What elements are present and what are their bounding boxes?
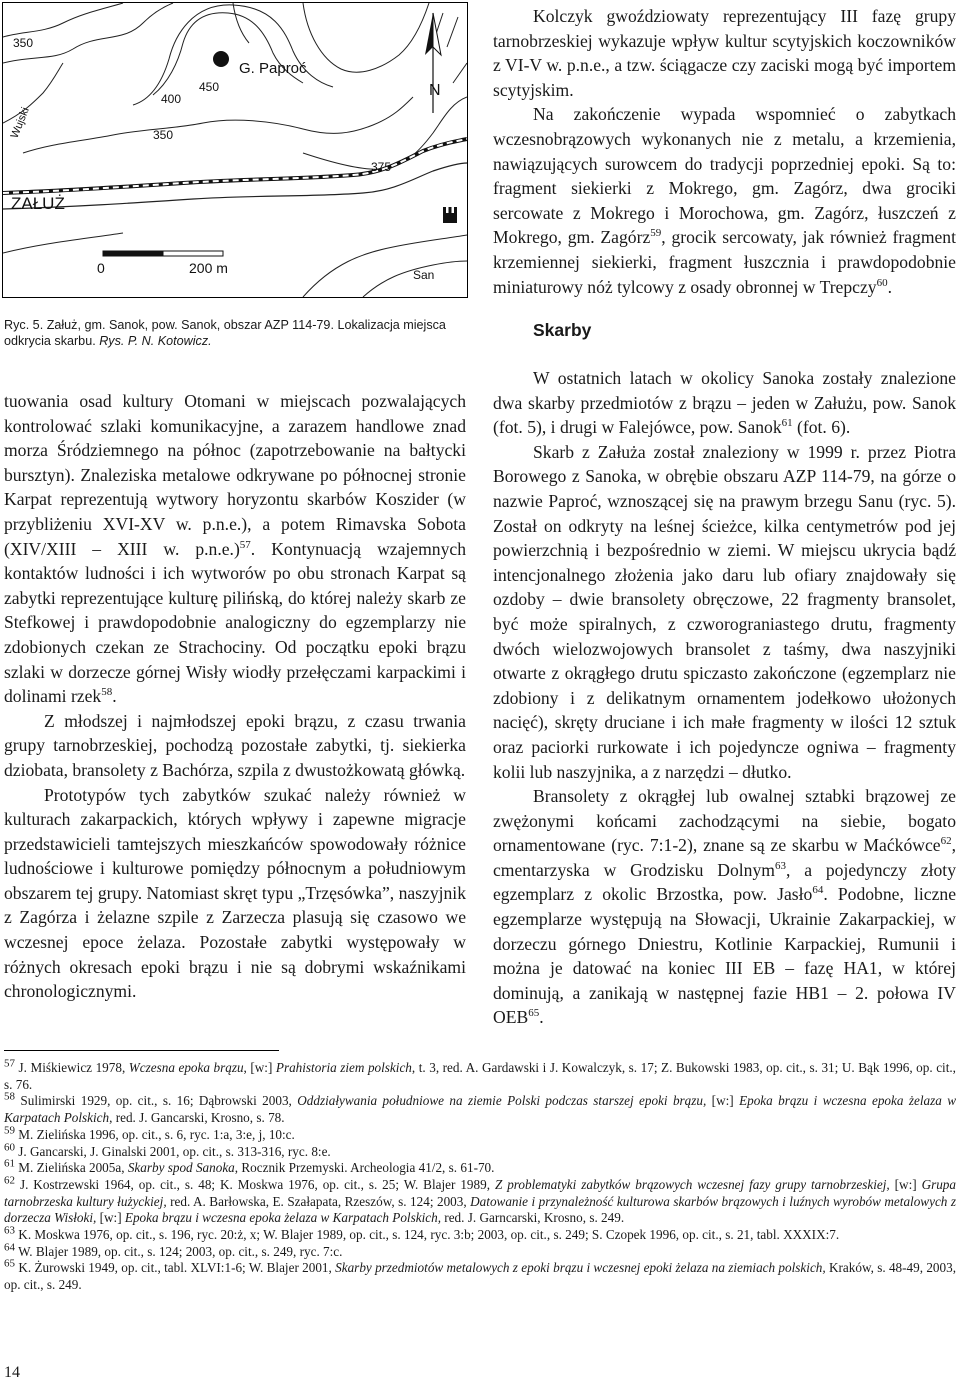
- scale-bar: [103, 251, 223, 256]
- paragraph: W ostatnich latach w okolicy Sanoka zostały znalezione dwa skarby przedmiotów z brązu – jeden w Załużu, pow. Sanok (fot. 5), i drugi w Falejówce, pow. Sanok$^{61}$ (fot. 6).: [493, 368, 956, 438]
- footnote-63: $^{63}$ K. Moskwa 1976, op. cit., s. 196, ryc. 20:ż, x; W. Blajer 1989, op. cit., s. 124, ryc. 3:b; 2003, op. cit., s. 249; S. Czopek 1996, op. cit., s. 21, tabl. XXXIX:7.: [4, 1224, 840, 1243]
- caption-text: Ryc. 5. Załuż, gm. Sanok, pow. Sanok, obszar AZP 114-79. Lokalizacja miejsca odkrycia skarbu.: [4, 318, 446, 348]
- find-spot-marker: [213, 51, 229, 67]
- road: [3, 139, 467, 193]
- contour-label-400: 400: [161, 92, 182, 106]
- caption-credit: Rys. P. N. Kotowicz.: [99, 333, 212, 348]
- contour-line: [3, 3, 173, 63]
- road-dash: [3, 139, 467, 193]
- contour-line: [3, 63, 63, 123]
- contour-400: [133, 5, 333, 105]
- contour-350: [23, 97, 413, 153]
- contour-label-350a: 350: [13, 36, 34, 50]
- right-column-top: [493, 4, 956, 299]
- contour-label-450: 450: [199, 80, 220, 94]
- left-column: [4, 389, 466, 1004]
- contour-line: [3, 3, 123, 37]
- contour-label-350b: 350: [153, 128, 174, 142]
- footnote-ref: 63: [774, 860, 786, 873]
- paragraph: Skarb z Załuża został znaleziony w 1999 r. przez Piotra Borowego z Sanoka, w obrębie obszaru AZP 114-79, na górze o nazwie Paproć, wznoszącej się na prawym brzegu Sanu (ryc. 5). Został on odkryty na leśnej ścieżce, kilka centymetrów pod jej powierzchnią i bezpośrednio w ziemi. W miejscu ukrycia bądź intencjonalnego złożenia jako daru lub ofiary znajdowały się ozdoby – dwie bransolety obręczowe, 22 fragmenty bransolet, być może spiralnych, z czworograniastego drutu, fragmenty dwóch wielozwojowych bransolet z taśmy, dwa naszyjniki otwarte z okrągłego drutu spiczasto zakończone (egzemplarz nie zdobiony i z delikatnym ornamentem jodełkowo ułożonych nacięć), skręty druciane i ich małe fragmenty w ilości 12 sztuk oraz paciorki rurkowate i ich pojedyncze ogniwa – fragmenty kolii lub naszyjnika, a z narzędzi – dłutko.: [493, 441, 956, 782]
- paragraph: Z młodszej i najmłodszej epoki brązu, z czasu trwania grupy tarnobrzeskiej, pochodzą pozostałe zabytki, tj. siekierka dziobata, bransolety z Bachórza, szpila z dwustożkowatą główką.: [4, 710, 466, 780]
- figure-caption: [4, 318, 474, 349]
- footnote-65: $^{65}$ K. Żurowski 1949, op. cit., tabl. XLVI:1-6; W. Blajer 2001, Skarby przedmiotów metalowych z epoki brązu i wczesnej epoki żelaza na ziemiach polskich, Kraków, s. 48-49, 2003, op. cit., s. 249.: [4, 1258, 956, 1293]
- footnote-ref: 58: [101, 686, 113, 699]
- river-label: San: [413, 268, 435, 282]
- footnote-57: $^{57}$ J. Miśkiewicz 1978, Wczesna epoka brązu, [w:] Prahistoria ziem polskich, t. 3, red. A. Gardawski i J. Kowalczyk, s. 17; Z. Bukowski 1983, op. cit., s. 31; U. Bąk 1996, op. cit., s. 76.: [4, 1057, 956, 1092]
- map-drawing: [3, 3, 467, 297]
- north-label: N: [429, 82, 441, 99]
- paragraph: tuowania osad kultury Otomani w miejscach pozwalających kontrolować szlaki komunikacyjne, a zarazem handlowe znad morza Śródziemnego na północ (zapotrzebowanie na bałtycki bursztyn). Znaleziska metalowe odkrywane po północnej stronie Karpat reprezentują wytwory horyzontu skarbów Koszider (w przybliżeniu XVI-XV w. p.n.e.), a potem Rimavska Sobota (XIV/XIII – XIII w. p.n.e.)$^{57}$. Kontynuacją wzajemnych kontaktów ludności i ich wytworów po obu stronach Karpat są zabytki reprezentujące kulturę pilińską, do której należy skarb ze Stefkowej i prawdopodobnie analogiczny do egzemplarzy nie zdobionych czekan ze Strachociny. Od początku epoki brązu szlaki w dorzecze górnej Wisły wiodły przełęczami karpackimi i dolinami rzek$^{58}$.: [4, 391, 466, 707]
- footnote-ref: 60: [876, 276, 888, 289]
- footnote-ref: 64: [812, 884, 824, 897]
- road-edge: [3, 163, 467, 209]
- contour-450: [153, 13, 303, 95]
- contour-label-375: 375: [371, 160, 392, 174]
- footnote-62: $^{62}$ J. Kostrzewski 1964, op. cit., s. 48; K. Moskwa 1976, op. cit., s. 25; W. Blajer 1989, Z problematyki zabytków brązowych wczesnej fazy grupy tarnobrzeskiej, [w:] Grupa tarnobrzeska kultury łużyckiej, red. A. Barłowska, E. Szałapata, Rzeszów, s. 124; 2003, Datowanie i przynależność kulturowa skarbów brązowych i luźnych wyrobów metalowych z dorzecza Wisłoki, [w:] Epoka brązu i wczesna epoka żelaza w Karpatach Polskich, red. J. Garncarski, Krosno, s. 249.: [4, 1174, 957, 1226]
- footnote-60: $^{60}$ J. Gancarski, J. Ginalski 2001, op. cit., s. 313-316, ryc. 8:e.: [4, 1141, 331, 1159]
- paragraph: Bransolety z okrągłej lub owalnej sztabki brązowej ze zwężonymi końcami zachodzącymi na siebie, bogato ornamentowane (ryc. 7:1-2), znane są ze skarbu w Maćkówce$^{62}$, cmentarzyska w Grodzisku Dolnym$^{63}$, a pojedynczy złoty egzemplarz z okolic Brzostka, pow. Jasło$^{64}$. Podobne, liczne egzemplarze występują na Słowacji, Ukrainie Zakarpackiej, w dorzeczu górnego Dniestru, Kotlinie Karpackiej, Rumunii i można je datować na koniec III EB – fazę HA1, w której dominują, a zanikają w następnej fazie HB1 – 2. połowa IV OEB$^{65}$.: [493, 786, 956, 1028]
- footnote-ref: 65: [528, 1007, 540, 1020]
- contour-line: [303, 3, 429, 72]
- contour-line: [233, 3, 249, 43]
- river-bank: [303, 235, 467, 297]
- footnote-ref: 61: [781, 417, 793, 430]
- footnote-58: $^{58}$ Sulimirski 1929, op. cit., s. 16; Dąbrowski 2003, Oddziaływania południowe na ziemie Polski podczas starszej epoki brązu, [w:] Epoka brązu i wczesna epoka żelaza w Karpatach Polskich, red. J. Gancarski, Krosno, s. 78.: [4, 1091, 957, 1126]
- footnote-59: $^{59}$ M. Zielińska 1996, op. cit., s. 6, ryc. 1:a, 3:e, j, 10:c.: [4, 1124, 295, 1142]
- footnote-divider: [4, 1050, 279, 1051]
- village-label: ZAŁUŻ: [11, 194, 65, 213]
- scale-end-label: 200 m: [189, 260, 228, 276]
- paragraph: Na zakończenie wypada wspomnieć o zabytkach wczesnobrązowych wykonanych nie z metalu, a krzemienia, nawiązujących surowcem do tradycji poprzedniej epoki. Są to: fragment siekierki z Mokrego, gm. Zagórz, dwa grociki sercowate z Mokrego i Morochowa, gm. Zagórz, łuszczeń z Mokrego, gm. Zagórz$^{59}$, grocik sercowaty, jak również fragment krzemiennej siekierki, fragment łuszcznia i prawdopodobnie miniaturowy nóż tylcowy z osady obronnej w Trepczy$^{60}$.: [493, 104, 956, 297]
- peak-label: G. Paproć: [239, 60, 307, 77]
- building-symbol-icon: [443, 207, 457, 223]
- paragraph: Kolczyk gwoździowaty reprezentujący III fazę grupy tarnobrzeskiej wykazuje wpływ kultur scytyjskich koczowników z VI-V w. p.n.e., a tzw. ściągacze czy zaciski mogą być importem scytyjskim.: [493, 6, 956, 100]
- scale-zero-label: 0: [97, 260, 105, 276]
- footnotes: [4, 1057, 957, 1294]
- footnote-ref: 57: [239, 538, 251, 551]
- footnote-ref: 59: [650, 227, 662, 240]
- footnote-64: $^{64}$ W. Blajer 1989, op. cit., s. 124; 2003, op. cit., s. 249, ryc. 7:c.: [4, 1241, 343, 1259]
- footnote-ref: 62: [940, 835, 952, 848]
- contour-line: [3, 233, 123, 253]
- section-heading: Skarby: [533, 320, 592, 340]
- page-number: 14: [4, 1364, 20, 1381]
- footnote-61: $^{61}$ M. Zielińska 2005a, Skarby spod Sanoka, Rocznik Przemyski. Archeologia 41/2, s. 61-70.: [4, 1157, 495, 1176]
- stream-label: Wujski: [8, 105, 32, 141]
- location-map: [2, 2, 468, 298]
- right-column-bottom: [493, 366, 956, 1030]
- paragraph: Prototypów tych zabytków szukać należy również w kulturach zakarpackich, których wpływy i zapewne migracje przedstawicieli tamtejszych mieszkańców spowodowały różnice ludnościowe i kulturowe pomiędzy północnym a południowym obszarem tej grupy. Natomiast skręt typu „Trzęsówka”, naszyjnik z Zagórza i żelazne szpile z Zarzecza plasują się czasowo we wczesnej epoce żelaza. Pozostałe zabytki występowały w różnych okresach epoki brązu i nie są dobrymi wskaźnikami chronologicznymi.: [4, 784, 466, 1002]
